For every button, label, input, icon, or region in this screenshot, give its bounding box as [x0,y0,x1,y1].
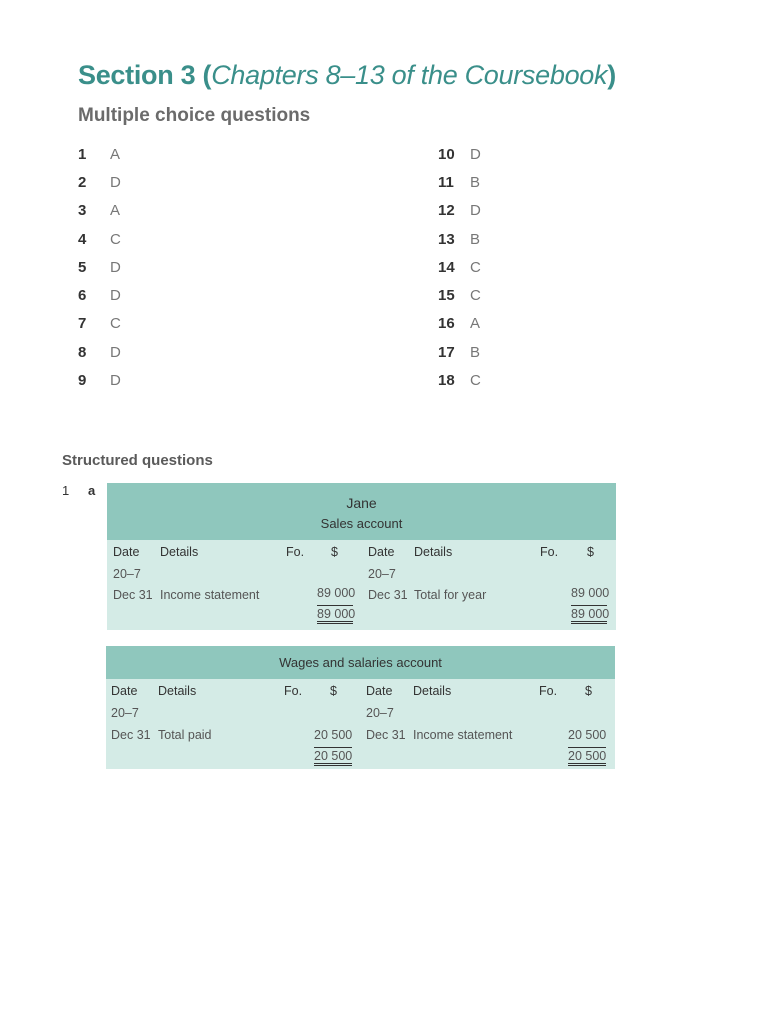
ledger-owner: Jane [346,495,377,511]
credit-folio-header: Fo. [540,545,559,559]
debit-date-header: Date [113,545,140,559]
credit-amount-header: $ [585,684,592,698]
question-number: 5 [78,258,87,276]
mcq-answer-row [78,225,121,253]
chapters-label: Chapters 8–13 of the Coursebook [211,60,608,90]
answer-letter: D [110,258,121,276]
question-number: 17 [438,343,455,361]
answer-letter: C [110,315,121,333]
mcq-answer-row [78,168,121,196]
debit-date: Dec 31 [113,588,153,602]
question-number: 4 [78,230,87,248]
mcq-answer-row [438,140,481,168]
mcq-answer-row [438,338,481,366]
question-number: 13 [438,230,455,248]
ledger-body [107,540,616,630]
debit-details: Income statement [160,588,260,602]
answer-letter: B [470,230,481,248]
question-part: a [88,483,96,498]
credit-folio-header: Fo. [539,684,558,698]
answer-letter: D [110,372,121,390]
debit-date: Dec 31 [111,728,151,742]
credit-details: Income statement [413,728,513,742]
question-number: 9 [78,372,87,390]
debit-amount-header: $ [331,545,338,559]
debit-amount: 20 500 [314,728,353,742]
question-number: 11 [438,173,454,191]
question-number: 18 [438,372,455,390]
credit-date: Dec 31 [366,728,406,742]
question-number: 10 [438,145,455,163]
debit-folio-header: Fo. [286,545,305,559]
debit-details-header: Details [160,545,199,559]
section-label: Section 3 ( [78,60,212,90]
mcq-answer-list-right [438,140,481,395]
ledger-body [106,679,615,769]
mcq-answer-row [78,140,121,168]
mcq-answer-row [438,366,481,394]
mcq-answer-row [438,225,481,253]
mcq-answer-row [78,338,121,366]
answer-letter: D [110,287,121,305]
mcq-answer-row [78,253,121,281]
answer-letter: B [470,343,481,361]
answer-letter: C [470,287,481,305]
answer-letter: C [470,372,481,390]
credit-date-header: Date [366,684,393,698]
ledger-header [107,483,616,540]
credit-year: 20–7 [368,567,396,581]
credit-total: 20 500 [568,749,607,763]
answer-letter: A [470,315,481,333]
credit-date: Dec 31 [368,588,408,602]
question-number: 1 [62,483,70,498]
question-number: 15 [438,287,455,305]
mcq-answer-row [78,366,121,394]
credit-amount: 89 000 [571,586,610,600]
answer-letter: D [470,202,481,220]
answer-letter: D [470,145,481,163]
answer-letter: C [470,258,481,276]
question-number: 14 [438,258,455,276]
debit-amount-header: $ [330,684,337,698]
question-number: 3 [78,202,87,220]
mcq-answer-row [438,310,481,338]
credit-details: Total for year [414,588,487,602]
debit-folio-header: Fo. [284,684,303,698]
mcq-answer-row [438,168,481,196]
question-number: 2 [78,173,87,191]
question-number: 1 [78,145,87,163]
debit-year: 20–7 [111,706,139,720]
mcq-answer-row [78,197,121,225]
debit-amount: 89 000 [317,586,356,600]
question-number: 6 [78,287,87,305]
debit-year: 20–7 [113,567,141,581]
credit-details-header: Details [414,545,453,559]
debit-details-header: Details [158,684,197,698]
ledger-header [106,646,615,679]
mcq-answer-row [438,253,481,281]
answer-letter: D [110,173,121,191]
mcq-answer-row [78,310,121,338]
mcq-answer-list-left [78,140,121,395]
sales-account-ledger [107,483,616,630]
debit-date-header: Date [111,684,138,698]
credit-year: 20–7 [366,706,394,720]
debit-details: Total paid [158,728,212,742]
credit-amount: 20 500 [568,728,607,742]
question-number: 7 [78,315,87,333]
section-close: ) [607,60,616,90]
credit-amount-header: $ [587,545,594,559]
mcq-answer-row [438,197,481,225]
mcq-title: Multiple choice questions [78,105,311,126]
ledger-account-name: Wages and salaries account [279,655,442,670]
question-number: 12 [438,202,455,220]
answer-letter: B [470,173,481,191]
debit-total: 20 500 [314,749,353,763]
ledger-account-name: Sales account [320,516,403,531]
debit-total: 89 000 [317,607,356,621]
credit-date-header: Date [368,545,395,559]
credit-details-header: Details [413,684,452,698]
section-title [78,60,616,91]
question-number: 8 [78,343,87,361]
question-number: 16 [438,315,455,333]
wages-account-ledger [106,646,615,769]
answer-letter: A [110,202,121,220]
credit-total: 89 000 [571,607,610,621]
answer-letter: D [110,343,121,361]
structured-title: Structured questions [62,452,213,469]
answer-letter: C [110,230,121,248]
mcq-answer-row [78,281,121,309]
answer-letter: A [110,145,121,163]
mcq-answer-row [438,281,481,309]
